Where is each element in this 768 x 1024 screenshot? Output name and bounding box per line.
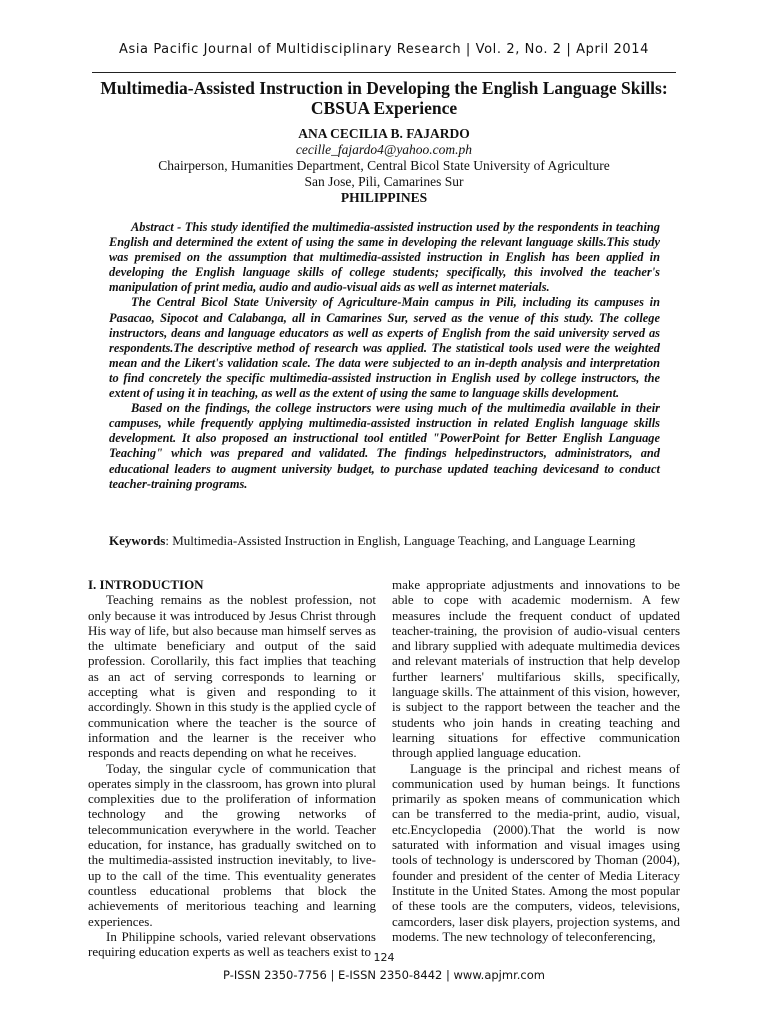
keywords-label: Keywords xyxy=(109,533,166,548)
author-country: PHILIPPINES xyxy=(340,190,428,205)
abstract-paragraph-3: Based on the findings, the college instructors were using much of the multimedia available in their campuses, while frequently applying multimedia-assisted instruction in related English language skills development. It also proposed an instructional tool entitled "PowerPoint for Better English Language Teaching" which was prepared and validated. The findings helpedinstructors, administrators, and educational leaders to augment university budget, to purchase updated teaching devicesand to conduct teacher-training programs. xyxy=(109,401,660,491)
title-line-1: Multimedia-Assisted Instruction in Developing the English Language Skills: xyxy=(100,78,668,98)
author-name: ANA CECILIA B. FAJARDO xyxy=(298,126,470,141)
author-block xyxy=(60,126,708,206)
column-left xyxy=(88,577,376,959)
abstract-label: Abstract - xyxy=(131,220,182,234)
header-rule xyxy=(92,72,676,73)
keywords-text: : Multimedia-Assisted Instruction in English, Language Teaching, and Language Learning xyxy=(165,533,636,548)
body-paragraph: In Philippine schools, varied relevant observations requiring education experts as well as teachers exist to xyxy=(88,928,376,960)
title-line-2: CBSUA Experience xyxy=(310,98,458,118)
running-head: Asia Pacific Journal of Multidisciplinary Research | Vol. 2, No. 2 | April 2014 xyxy=(118,42,650,57)
author-location: San Jose, Pili, Camarines Sur xyxy=(304,174,464,189)
abstract-paragraph-1 xyxy=(109,220,660,295)
author-email[interactable]: cecille_fajardo4@yahoo.com.ph xyxy=(295,142,473,157)
abstract-text-1: This study identified the multimedia-assisted instruction used by the respondents in teaching English and determined the extent of using the same in developing the relevant language skills.This study was premised on the assumption that multimedia-assisted instruction in English has been applied in developing the English language skills of college students; specifically, this involved the teacher's manipulation of print media, audio and audio-visual aids as well as internet materials. xyxy=(109,220,660,295)
body-paragraph: Teaching remains as the noblest profession, not only because it was introduced by Jesus Christ through His way of life, but also because man himself serves as the ultimate beneficiary and output of the said profession. Corollarily, this fact implies that teaching as an act of serving corresponds to learning or accepting what is given and responding to it accordingly. Shown in this study is the applied cycle of communication where the teacher is the source of information and the learner is the receiver who responds and reacts depending on what he receives. xyxy=(88,592,376,761)
body-paragraph: make appropriate adjustments and innovations to be able to cope with academic modernism. A few measures include the frequent conduct of updated teacher-training, the provision of audio-visual centers and library supplied with adequate multimedia devices and relevant materials of instruction that help develop further learners' multifarious skills, specifically, language skills. The attainment of this vision, however, is subject to the rapport between the teacher and the students who join hands in creating teaching and learning situations for effective communication through applied language education. xyxy=(392,577,680,761)
body-paragraph: Today, the singular cycle of communication that operates simply in the classroom, has grown into plural complexities due to the proliferation of information technology and the growing networks of telecommunication everywhere in the world. Teacher education, for instance, has gradually switched on to the multimedia-assisted instruction inevitably, to live-up to the call of the time. This eventuality generates countless educational problems that block the achievements of meritorious teaching and learning experiences. xyxy=(88,760,376,929)
footer-issn: P-ISSN 2350-7756 | E-ISSN 2350-8442 | www.apjmr.com xyxy=(223,968,545,982)
abstract-paragraph-2: The Central Bicol State University of Agriculture-Main campus in Pili, including its campuses in Pasacao, Sipocot and Calabanga, all in Camarines Sur, served as the venue of this study. The college instructors, deans and language educators as well as experts of English from the said university served as respondents.The descriptive method of research was applied. The statistical tools used were the weighted mean and the Likert's validation scale. The data were subjected to an in-depth analysis and interpretation to find concretely the specific multimedia-assisted instruction in English used by college instructors, the extent of using it in teaching, as well as the extent of using the same to language skills development. xyxy=(109,295,660,401)
author-affiliation: Chairperson, Humanities Department, Central Bicol State University of Agriculture xyxy=(158,158,610,173)
keywords xyxy=(109,533,660,549)
paper-title xyxy=(60,78,708,118)
body-paragraph: Language is the principal and richest means of communication used by human beings. It functions primarily as spoken means of communication which can be transferred to the media-print, audio, visual, etc.Encyclopedia (2000).That the world is now saturated with information and visual images using tools of technology is underscored by Thoman (2004), founder and president of the center of Media Literacy Institute in the United States. Among the most popular of these tools are the computers, videos, televisions, camcorders, laser disk players, projection systems, and modems. The new technology of teleconferencing, xyxy=(392,760,680,944)
page-number: 124 xyxy=(373,951,395,964)
column-right xyxy=(392,577,680,944)
abstract xyxy=(109,220,660,492)
section-heading: I. INTRODUCTION xyxy=(88,577,204,592)
